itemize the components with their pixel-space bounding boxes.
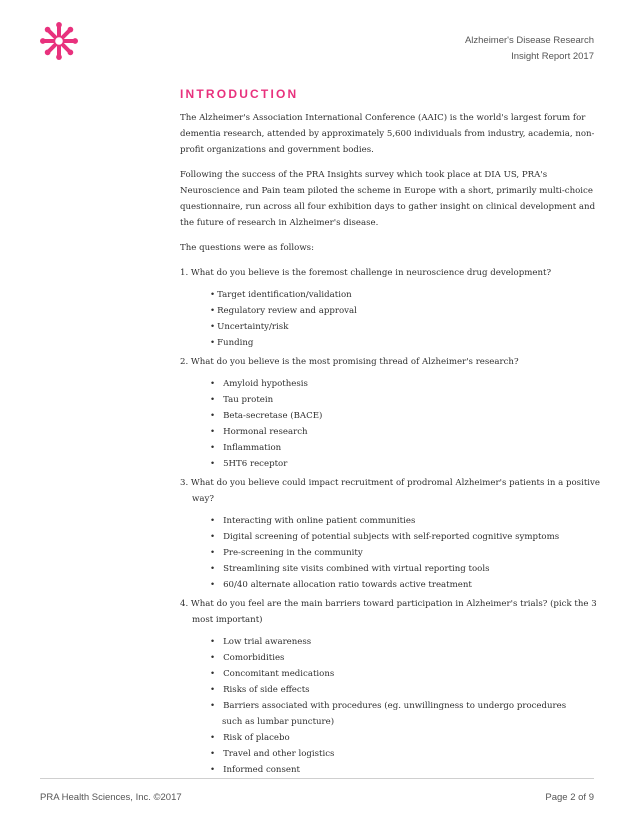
- bullet: •: [210, 669, 216, 679]
- intro-paragraph-1: The Alzheimer's Association International Conference (AAIC) is the world's largest forum for dementia research, attended by approximately 5,600 individuals from industry, academia, non-profit organizations and government bodies.: [180, 113, 595, 155]
- footer-copyright: PRA Health Sciences, Inc. ©2017: [40, 792, 182, 803]
- option-item: [210, 762, 600, 778]
- report-title: Alzheimer's Disease Research: [464, 35, 594, 46]
- page-number: Page 2 of 9: [545, 792, 594, 803]
- option-label: 5HT6 receptor: [223, 459, 288, 469]
- question-text: 4. What do you feel are the main barriers toward participation in Alzheimer's trials? (pick the 3 most important): [180, 599, 597, 625]
- option-item: [210, 424, 600, 440]
- option-label: 60/40 alternate allocation ratio towards active treatment: [223, 580, 472, 590]
- bullet: •: [210, 765, 216, 775]
- option-item: [210, 682, 600, 698]
- question-2: [180, 354, 600, 472]
- option-label: Regulatory review and approval: [217, 306, 357, 316]
- report-header: [465, 33, 594, 65]
- option-item: [210, 746, 600, 762]
- report-subtitle: Insight Report 2017: [511, 51, 594, 62]
- option-item: [210, 666, 600, 682]
- option-item: [210, 456, 600, 472]
- section-title: INTRODUCTION: [180, 87, 299, 101]
- bullet: •: [210, 653, 216, 663]
- option-item: [210, 319, 600, 335]
- option-continuation: such as lumbar puncture): [222, 717, 335, 727]
- bullet: •: [210, 548, 216, 558]
- intro-paragraph-2: Following the success of the PRA Insights survey which took place at DIA US, PRA's Neuroscience and Pain team piloted the scheme in Europe with a short, primarily multi-choice questionnaire, run across all four exhibition days to gather insight on clinical development and the future of research in Alzheimer's disease.: [180, 170, 596, 228]
- bullet: •: [210, 749, 216, 759]
- option-item: [210, 392, 600, 408]
- bullet: •: [210, 427, 216, 437]
- bullet: •: [210, 379, 216, 389]
- option-item: [210, 408, 600, 424]
- bullet: •: [210, 338, 216, 348]
- question-1: [180, 265, 600, 351]
- option-label: Hormonal research: [223, 427, 308, 437]
- option-item: [210, 440, 600, 456]
- option-label: Beta-secretase (BACE): [223, 411, 323, 421]
- option-label: Digital screening of potential subjects with self-reported cognitive symptoms: [223, 532, 560, 542]
- option-label: Travel and other logistics: [223, 749, 335, 759]
- question-3: [180, 475, 600, 593]
- option-item: [210, 650, 600, 666]
- option-label: Target identification/validation: [217, 290, 352, 300]
- option-item: [210, 513, 600, 529]
- option-label: Amyloid hypothesis: [223, 379, 308, 389]
- option-label: Informed consent: [223, 765, 300, 775]
- bullet: •: [210, 516, 216, 526]
- option-item: [210, 545, 600, 561]
- intro-paragraph-3: The questions were as follows:: [180, 243, 314, 253]
- option-label: Pre-screening in the community: [223, 548, 363, 558]
- option-item: [210, 561, 600, 577]
- question-text: 3. What do you believe could impact recruitment of prodromal Alzheimer's patients in a positive way?: [180, 478, 600, 504]
- option-item: [210, 577, 600, 593]
- bullet: •: [210, 443, 216, 453]
- question-text: 2. What do you believe is the most promising thread of Alzheimer's research?: [180, 357, 519, 367]
- bullet: •: [210, 733, 216, 743]
- option-item: [210, 634, 600, 650]
- option-label: Uncertainty/risk: [217, 322, 289, 332]
- option-label: Comorbidities: [223, 653, 285, 663]
- option-label: Funding: [217, 338, 254, 348]
- option-list: [180, 634, 600, 778]
- option-label: Interacting with online patient communities: [223, 516, 416, 526]
- option-item: [210, 730, 600, 746]
- bullet: •: [210, 306, 216, 316]
- option-item: [210, 287, 600, 303]
- option-item: [210, 303, 600, 319]
- option-item: [210, 529, 600, 545]
- pink-asterisk-logo-icon: [40, 22, 78, 60]
- bullet: •: [210, 580, 216, 590]
- question-list: [180, 265, 600, 778]
- option-label: Concomitant medications: [223, 669, 335, 679]
- question-text: 1. What do you believe is the foremost challenge in neuroscience drug development?: [180, 268, 552, 278]
- main-content: [180, 86, 600, 781]
- bullet: •: [210, 290, 216, 300]
- option-label: Tau protein: [223, 395, 274, 405]
- option-item: [210, 376, 600, 392]
- bullet: •: [210, 637, 216, 647]
- option-label: Streamlining site visits combined with virtual reporting tools: [223, 564, 490, 574]
- bullet: •: [210, 322, 216, 332]
- option-item: [210, 335, 600, 351]
- option-list: [180, 287, 600, 351]
- option-label: Inflammation: [223, 443, 282, 453]
- option-list: [180, 513, 600, 593]
- bullet: •: [210, 395, 216, 405]
- option-list: [180, 376, 600, 472]
- option-item: [210, 698, 600, 730]
- bullet: •: [210, 411, 216, 421]
- question-4: [180, 596, 600, 778]
- bullet: •: [210, 564, 216, 574]
- bullet: •: [210, 685, 216, 695]
- option-label: Risks of side effects: [223, 685, 310, 695]
- option-label: Low trial awareness: [223, 637, 312, 647]
- bullet: •: [210, 459, 216, 469]
- option-label: Barriers associated with procedures (eg. unwillingness to undergo procedures: [223, 701, 567, 711]
- footer-divider: [40, 778, 594, 779]
- bullet: •: [210, 532, 216, 542]
- option-label: Risk of placebo: [223, 733, 290, 743]
- bullet: •: [210, 701, 216, 711]
